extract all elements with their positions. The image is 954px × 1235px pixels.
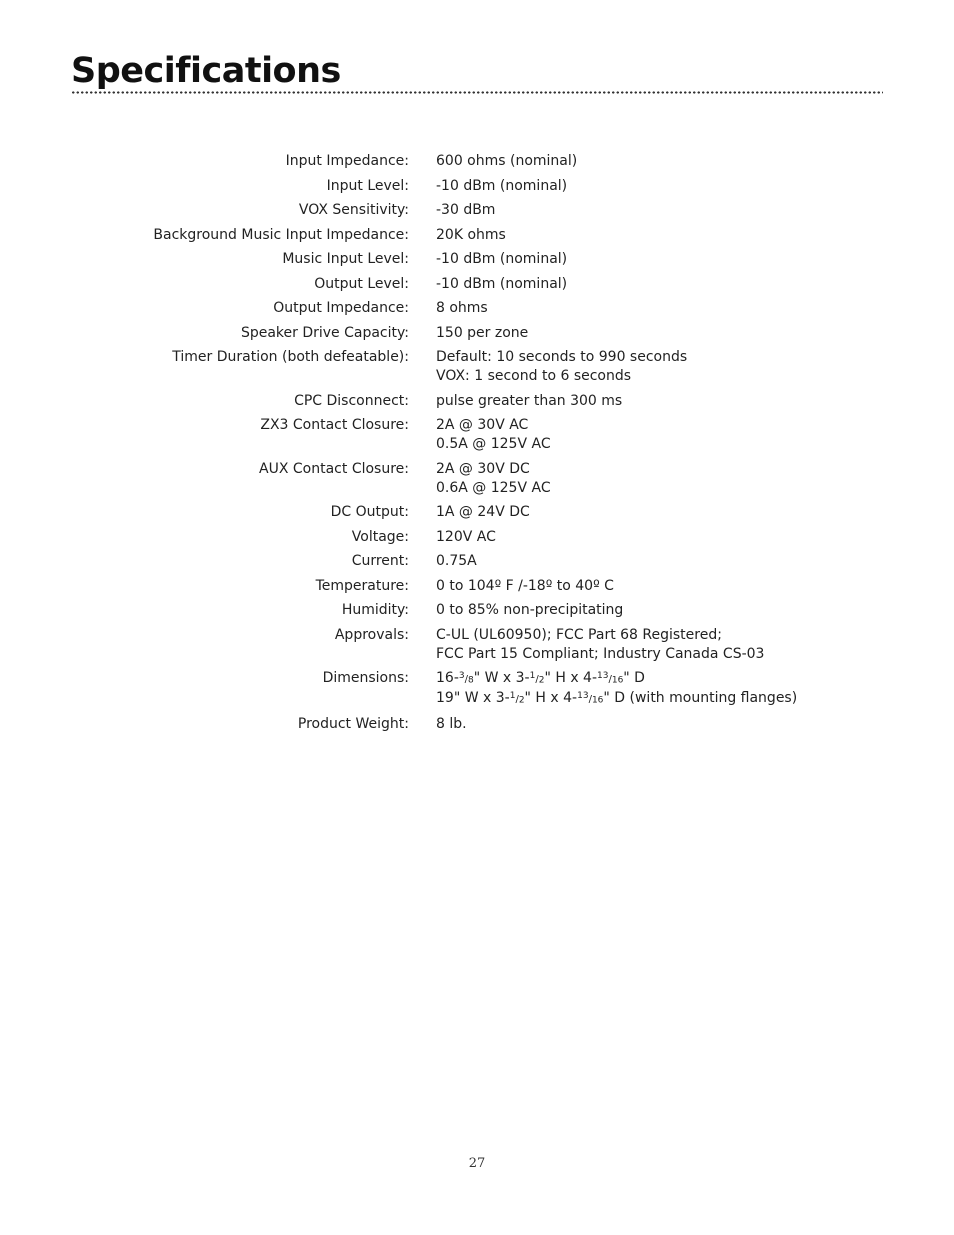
spec-row xyxy=(0,416,954,454)
dim-text: 19" W x 3- xyxy=(436,690,510,706)
spec-rows xyxy=(0,152,954,664)
spec-label: ZX3 Contact Closure: xyxy=(260,417,409,433)
spec-row xyxy=(0,348,954,386)
spec-value-line: 0.5A @ 125V AC xyxy=(436,436,551,452)
spec-row xyxy=(0,299,954,318)
spec-value-line: -10 dBm (nominal) xyxy=(436,251,568,267)
spec-value-line: 120V AC xyxy=(436,528,496,545)
spec-value xyxy=(436,348,687,386)
spec-row xyxy=(0,552,954,571)
title-dotted-rule xyxy=(71,91,883,94)
spec-value-line: 0 to 85% non-precipitating xyxy=(436,602,624,618)
spec-value: 8 lb. xyxy=(436,715,467,732)
spec-value xyxy=(436,460,551,498)
spec-row xyxy=(0,324,954,343)
spec-value-line: 0.75A xyxy=(436,553,477,569)
spec-row xyxy=(0,626,954,664)
frac-denominator: 16 xyxy=(611,675,624,686)
spec-value-line: 0 to 104º F /-18º to 40º C xyxy=(436,577,614,594)
spec-label: Music Input Level: xyxy=(282,251,409,267)
spec-label: Current: xyxy=(351,553,409,569)
spec-value-line: -30 dBm xyxy=(436,202,496,218)
spec-value xyxy=(436,626,764,664)
frac-slash: / xyxy=(535,674,539,685)
spec-label: Input Level: xyxy=(326,177,409,194)
spec-row xyxy=(0,226,954,245)
frac-denominator: 2 xyxy=(518,695,525,706)
spec-value-line: 600 ohms (nominal) xyxy=(436,153,578,169)
spec-value xyxy=(436,226,506,245)
spec-label: Humidity: xyxy=(341,602,409,618)
spec-value xyxy=(436,577,614,596)
spec-label: Voltage: xyxy=(351,528,409,545)
spec-value-line: -10 dBm (nominal) xyxy=(436,177,568,194)
frac-numerator: 1 xyxy=(529,670,536,681)
spec-value xyxy=(436,669,797,709)
spec-value-line: pulse greater than 300 ms xyxy=(436,392,623,409)
spec-value xyxy=(436,528,496,547)
frac-denominator: 8 xyxy=(467,675,474,686)
spec-row xyxy=(0,250,954,269)
spec-label: Speaker Drive Capacity: xyxy=(240,324,409,341)
dim-text: 16- xyxy=(436,670,459,686)
spec-value xyxy=(436,275,567,294)
spec-value-line: FCC Part 15 Compliant; Industry Canada CS-03 xyxy=(436,645,765,662)
frac-numerator: 13 xyxy=(577,690,589,701)
spec-value-line: C-UL (UL60950); FCC Part 68 Registered; xyxy=(436,626,722,643)
spec-value-line: 1A @ 24V DC xyxy=(436,504,530,520)
spec-row xyxy=(0,601,954,620)
spec-value xyxy=(436,299,488,318)
spec-value-line: 20K ohms xyxy=(436,226,506,243)
spec-label: Timer Duration (both defeatable): xyxy=(172,349,409,365)
spec-value-line: 8 ohms xyxy=(436,300,488,316)
dimensions-line-2 xyxy=(436,689,797,709)
frac-slash: / xyxy=(608,674,612,685)
spec-value xyxy=(436,416,551,454)
dim-text: " D (with mounting flanges) xyxy=(603,690,798,706)
spec-label: Product Weight: xyxy=(297,715,409,732)
spec-label: CPC Disconnect: xyxy=(294,392,409,409)
spec-row-weight xyxy=(0,715,954,734)
spec-label: Dimensions: xyxy=(322,670,409,686)
spec-value-line: 2A @ 30V AC xyxy=(436,417,529,433)
spec-value xyxy=(436,601,623,620)
spec-row-dimensions xyxy=(0,669,954,709)
spec-value xyxy=(436,503,530,522)
spec-value xyxy=(436,152,577,171)
frac-slash: / xyxy=(588,694,592,705)
dim-text: " H x 4- xyxy=(544,670,598,686)
dim-text: " D xyxy=(623,670,645,686)
spec-label: Background Music Input Impedance: xyxy=(153,226,409,243)
dim-text: " H x 4- xyxy=(524,690,578,706)
spec-value xyxy=(436,250,567,269)
dimensions-line-1 xyxy=(436,669,797,689)
spec-value-line: 2A @ 30V DC xyxy=(436,460,530,477)
spec-label: Output Level: xyxy=(314,275,409,292)
page-number: 27 xyxy=(468,1156,486,1171)
spec-row xyxy=(0,275,954,294)
spec-value xyxy=(436,177,567,196)
spec-row xyxy=(0,460,954,498)
spec-row xyxy=(0,577,954,596)
spec-row xyxy=(0,392,954,411)
spec-row xyxy=(0,528,954,547)
spec-value xyxy=(436,552,477,571)
frac-denominator: 16 xyxy=(591,695,604,706)
page-title: Specifications xyxy=(71,51,341,91)
spec-row xyxy=(0,201,954,220)
spec-value-line: Default: 10 seconds to 990 seconds xyxy=(436,349,688,365)
frac-slash: / xyxy=(464,674,468,685)
spec-value-line: 150 per zone xyxy=(436,324,529,341)
spec-value-line: -10 dBm (nominal) xyxy=(436,275,568,292)
frac-numerator: 3 xyxy=(458,670,465,681)
spec-label: Output Impedance: xyxy=(273,300,409,316)
spec-value xyxy=(436,392,622,411)
spec-value-line: VOX: 1 second to 6 seconds xyxy=(436,368,632,384)
spec-value xyxy=(436,201,495,220)
spec-label: Input Impedance: xyxy=(285,153,409,169)
spec-label: VOX Sensitivity: xyxy=(298,202,409,218)
spec-label: DC Output: xyxy=(330,504,409,520)
spec-value-line: 0.6A @ 125V AC xyxy=(436,479,551,496)
spec-label: Temperature: xyxy=(315,577,409,594)
spec-label: Approvals: xyxy=(334,626,409,643)
frac-numerator: 1 xyxy=(509,690,516,701)
frac-numerator: 13 xyxy=(597,670,609,681)
spec-value xyxy=(436,324,528,343)
dim-text: " W x 3- xyxy=(473,670,530,686)
spec-row xyxy=(0,177,954,196)
frac-denominator: 2 xyxy=(538,675,545,686)
spec-row xyxy=(0,503,954,522)
spec-label: AUX Contact Closure: xyxy=(259,460,409,477)
spec-table xyxy=(0,152,954,739)
frac-slash: / xyxy=(515,694,519,705)
spec-row xyxy=(0,152,954,171)
